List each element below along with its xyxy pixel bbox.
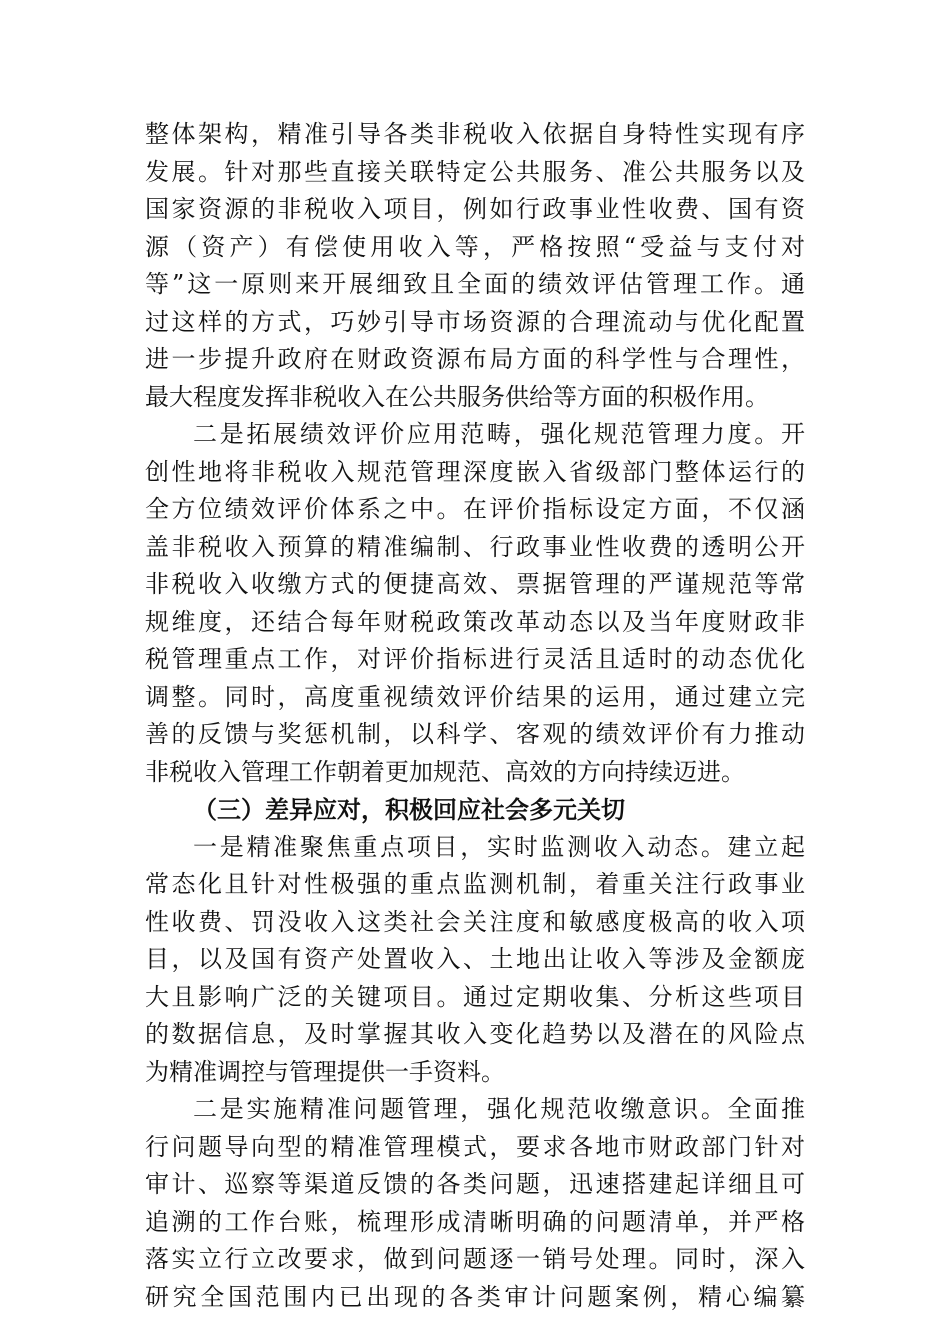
paragraph-line: 非税收入管理工作朝着更加规范、高效的方向持续迈进。 [145,757,745,786]
paragraph-line: 整体架构，精准引导各类非税收入依据自身特性实现有序 [145,120,805,148]
paragraph-line: 性收费、罚没收入这类社会关注度和敏感度极高的收入项 [145,907,805,936]
paragraph-line: 行问题导向型的精准管理模式，要求各地市财政部门针对 [145,1132,805,1161]
paragraph-line: 规维度，还结合每年财税政策改革动态以及当年度财政非 [145,607,805,636]
paragraph-line: 调整。同时，高度重视绩效评价结果的运用，通过建立完 [145,682,805,711]
paragraph-line: 善的反馈与奖惩机制，以科学、客观的绩效评价有力推动 [145,720,805,748]
paragraph-line: 一是精准聚焦重点项目，实时监测收入动态。建立起 [193,832,805,861]
paragraph-line: 进一步提升政府在财政资源布局方面的科学性与合理性， [145,345,805,373]
paragraph-line: 大且影响广泛的关键项目。通过定期收集、分析这些项目 [145,982,805,1011]
paragraph-line: 国家资源的非税收入项目，例如行政事业性收费、国有资 [145,195,805,223]
section-heading: （三）差异应对，积极回应社会多元关切 [193,795,625,824]
paragraph-line: 二是拓展绩效评价应用范畴，强化规范管理力度。开 [193,420,805,448]
paragraph-line: 过这样的方式，巧妙引导市场资源的合理流动与优化配置 [145,307,805,336]
paragraph-line: 落实立行立改要求，做到问题逐一销号处理。同时，深入 [145,1245,805,1273]
paragraph-line: 追溯的工作台账，梳理形成清晰明确的问题清单，并严格 [145,1207,805,1236]
paragraph-line: 目，以及国有资产处置收入、土地出让收入等涉及金额庞 [145,945,805,973]
paragraph-line: 为精准调控与管理提供一手资料。 [145,1057,505,1086]
paragraph-line: 最大程度发挥非税收入在公共服务供给等方面的积极作用。 [145,382,769,411]
paragraph-line: 等”这一原则来开展细致且全面的绩效评估管理工作。通 [145,270,805,298]
paragraph-line: 源（资产）有偿使用收入等，严格按照“受益与支付对 [145,232,805,261]
paragraph-line: 税管理重点工作，对评价指标进行灵活且适时的动态优化 [145,645,805,673]
paragraph-line: 非税收入收缴方式的便捷高效、票据管理的严谨规范等常 [145,570,805,598]
paragraph-line: 研究全国范围内已出现的各类审计问题案例，精心编纂 [145,1282,805,1311]
paragraph-line: 常态化且针对性极强的重点监测机制，着重关注行政事业 [145,870,805,898]
paragraph-line: 审计、巡察等渠道反馈的各类问题，迅速搭建起详细且可 [145,1170,805,1198]
paragraph-line: 创性地将非税收入规范管理深度嵌入省级部门整体运行的 [145,457,805,486]
document-body [145,116,805,1316]
paragraph-line: 二是实施精准问题管理，强化规范收缴意识。全面推 [193,1095,805,1123]
paragraph-line: 盖非税收入预算的精准编制、行政事业性收费的透明公开 [145,532,805,561]
paragraph-line: 全方位绩效评价体系之中。在评价指标设定方面，不仅涵 [145,495,805,523]
paragraph-line: 的数据信息，及时掌握其收入变化趋势以及潜在的风险点 [145,1020,805,1048]
paragraph-line: 发展。针对那些直接关联特定公共服务、准公共服务以及 [145,157,805,186]
